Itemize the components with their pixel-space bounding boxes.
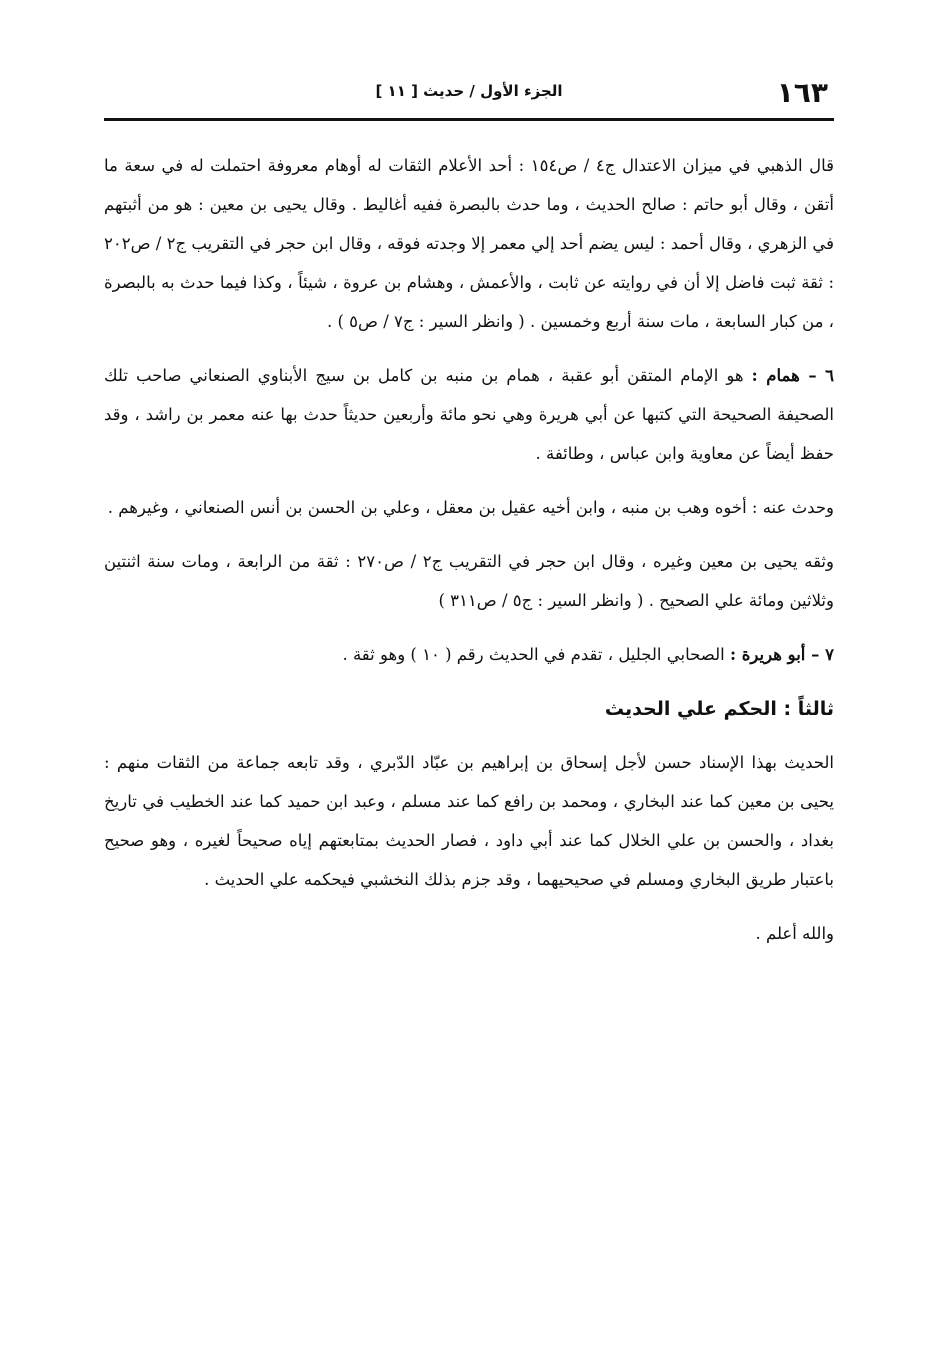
narrator-6-text: هو الإمام المتقن أبو عقبة ، همام بن منبه بن كامل بن سيج الأبناوي الصنعاني صاحب تلك الصحيفة الصحيحة التي كتبها عن أبي هريرة وهي نحو مائة وأربعين حديثاً حدث بها عنه معمر بن راشد ، وقد حفظ أيضاً عن معاوية وابن عباس ، وطائفة .: [104, 366, 834, 463]
paragraph-narrator-6-grading: وثقه يحيى بن معين وغيره ، وقال ابن حجر في التقريب ج٢ / ص٢٧٠ : ثقة من الرابعة ، ومات سنة اثنتين وثلاثين ومائة علي الصحيح . ( وانظر السير : ج٥ / ص٣١١ ): [104, 552, 834, 610]
paragraph-closing: والله أعلم .: [755, 924, 834, 943]
running-title: الجزء الأول / حديث [ ١١ ]: [375, 82, 563, 100]
paragraph-narrator-5: قال الذهبي في ميزان الاعتدال ج٤ / ص١٥٤ : أحد الأعلام الثقات له أوهام معروفة احتملت له في سعة ما أتقن ، وقال أبو حاتم : صالح الحديث ، وما حدث بالبصرة ففيه أغاليط . وقال يحيى بن معين : هو من أثبتهم في الزهري ، وقال أحمد : ليس يضم أحد إلي معمر إلا وجدته فوقه ، وقال ابن حجر في التقريب ج٢ / ص٢٠٢ : ثقة ثبت فاضل إلا أن في روايته عن ثابت ، والأعمش ، وهشام بن عروة ، شيئاً ، وكذا فيما حدث به بالبصرة ، من كبار السابعة ، مات سنة أربع وخمسين . ( وانظر السير : ج٧ / ص٥ ) .: [104, 156, 835, 331]
page-header: [104, 70, 834, 121]
narrator-6-label: ٦ – همام :: [751, 366, 834, 385]
paragraph-narrator-7: [104, 635, 834, 674]
section-heading: ثالثاً : الحكم علي الحديث: [604, 698, 834, 720]
paragraph-narrator-6: [104, 356, 834, 473]
page-body: [104, 146, 834, 968]
paragraph-narrator-6-students: وحدث عنه : أخوه وهب بن منبه ، وابن أخيه عقيل بن معقل ، وعلي بن الحسن بن أنس الصنعاني ، وغيرهم .: [107, 498, 834, 517]
page-number: ١٦٣: [776, 76, 828, 109]
narrator-7-label: ٧ – أبو هريرة :: [729, 645, 834, 664]
narrator-7-text: الصحابي الجليل ، تقدم في الحديث رقم ( ١٠ ) وهو ثقة .: [342, 645, 725, 664]
paragraph-ruling: الحديث بهذا الإسناد حسن لأجل إسحاق بن إبراهيم بن عبّاد الدّبري ، وقد تابعه جماعة من الثقات منهم : يحيى بن معين كما عند البخاري ، ومحمد بن رافع كما عند مسلم ، وعبد ابن حميد كما عند الخطيب في تاريخ بغداد ، والحسن بن علي الخلال كما عند أبي داود ، فصار الحديث بمتابعتهم إياه صحيحاً لغيره ، وهو صحيح باعتبار طريق البخاري ومسلم في صحيحيهما ، وقد جزم بذلك النخشبي فيحكمه علي الحديث .: [104, 753, 834, 889]
